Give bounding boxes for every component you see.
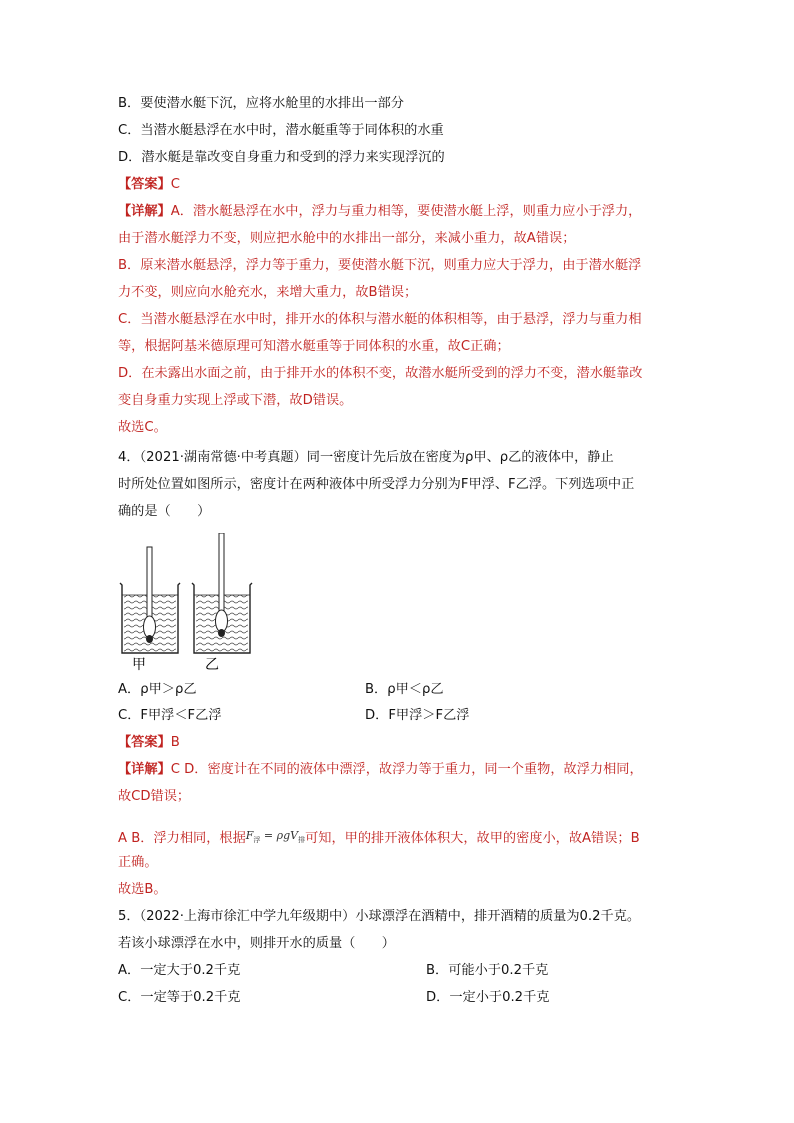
explain-text: A B．浮力相同，根据 xyxy=(118,831,246,847)
answer-label: 【答案】 xyxy=(118,177,171,192)
beaker-yi xyxy=(192,533,252,653)
explain-text: A．潜水艇悬浮在水中，浮力与重力相等，要使潜水艇上浮，则重力应小于浮力， xyxy=(170,204,642,219)
formula-eq: = xyxy=(263,829,274,842)
q3-option-c: C．当潜水艇悬浮在水中时，潜水艇重等于同体积的水重 xyxy=(118,123,444,138)
hydrometer-figure xyxy=(118,533,258,673)
q4-option-a: A．ρ甲＞ρ乙 xyxy=(118,682,197,697)
q3-explain-line-2: 由于潜水艇浮力不变，则应把水舱中的水排出一部分，来减小重力，故A错误； xyxy=(118,231,576,246)
q4-stem-line-1: 4．（2021·湖南常德·中考真题）同一密度计先后放在密度为ρ甲、ρ乙的液体中，静止 xyxy=(118,450,614,465)
q4-answer xyxy=(118,733,180,753)
formula-rhs-sub: 排 xyxy=(298,836,306,845)
q4-stem-line-3: 确的是（ ） xyxy=(118,504,211,519)
q5-stem-line-1: 5．（2022·上海市徐汇中学九年级期中）小球漂浮在酒精中，排开酒精的质量为0.2千克。 xyxy=(118,909,641,924)
explain-label: 【详解】 xyxy=(118,204,171,219)
q4-explain-line-1 xyxy=(118,760,643,780)
answer-value: B xyxy=(170,735,180,750)
q5-option-c: C．一定等于0.2千克 xyxy=(118,990,241,1005)
answer-value: C xyxy=(170,177,180,192)
q3-explain-line-6: 等，根据阿基米德原理可知潜水艇重等于同体积的水重，故C正确； xyxy=(118,339,510,354)
q3-explain-line-5: C．当潜水艇悬浮在水中时，排开水的体积与潜水艇的体积相等，由于悬浮，浮力与重力相 xyxy=(118,312,642,327)
q3-answer xyxy=(118,175,180,195)
q4-option-d: D．F甲浮＞F乙浮 xyxy=(365,708,470,723)
q5-option-d: D．一定小于0.2千克 xyxy=(426,990,550,1005)
q4-explain-line-4: 正确。 xyxy=(118,855,158,870)
answer-label: 【答案】 xyxy=(118,735,171,750)
q3-explain-line-4: 力不变，则应向水舱充水，来增大重力，故B错误； xyxy=(118,285,418,300)
formula-rhs: ρgV xyxy=(276,829,299,842)
q3-explain-line-7: D．在未露出水面之前，由于排开水的体积不变，故潜水艇所受到的浮力不变，潜水艇靠改 xyxy=(118,366,643,381)
buoyancy-formula xyxy=(246,826,305,850)
q4-explain-line-3 xyxy=(118,826,640,850)
q3-option-b: B．要使潜水艇下沉，应将水舱里的水排出一部分 xyxy=(118,96,404,111)
q3-conclusion: 故选C。 xyxy=(118,420,167,435)
explain-text: C D．密度计在不同的液体中漂浮，故浮力等于重力，同一个重物，故浮力相同， xyxy=(170,762,643,777)
figure-label-yi: 乙 xyxy=(205,657,219,673)
formula-lhs-sub: 浮 xyxy=(253,836,261,845)
q4-explain-line-2: 故CD错误； xyxy=(118,789,191,804)
explain-text: 可知，甲的排开液体体积大，故甲的密度小，故A错误；B xyxy=(305,831,640,847)
q4-stem-line-2: 时所处位置如图所示，密度计在两种液体中所受浮力分别为F甲浮、F乙浮。下列选项中正 xyxy=(118,477,635,492)
q4-option-c: C．F甲浮＜F乙浮 xyxy=(118,708,222,723)
q4-option-b: B．ρ甲＜ρ乙 xyxy=(365,682,444,697)
q3-option-d: D．潜水艇是靠改变自身重力和受到的浮力来实现浮沉的 xyxy=(118,150,445,165)
q5-option-b: B．可能小于0.2千克 xyxy=(426,963,549,978)
q3-explain-line-1 xyxy=(118,202,641,222)
q4-conclusion: 故选B。 xyxy=(118,882,167,897)
q5-option-a: A．一定大于0.2千克 xyxy=(118,963,241,978)
formula-lhs: F xyxy=(245,829,254,842)
q3-explain-line-3: B．原来潜水艇悬浮，浮力等于重力，要使潜水艇下沉，则重力应大于浮力，由于潜水艇浮 xyxy=(118,258,642,273)
q5-stem-line-2: 若该小球漂浮在水中，则排开水的质量（ ） xyxy=(118,936,395,951)
explain-label: 【详解】 xyxy=(118,762,171,777)
beaker-jia xyxy=(120,547,180,653)
figure-label-jia: 甲 xyxy=(132,657,146,673)
q3-explain-line-8: 变自身重力实现上浮或下潜，故D错误。 xyxy=(118,393,353,408)
